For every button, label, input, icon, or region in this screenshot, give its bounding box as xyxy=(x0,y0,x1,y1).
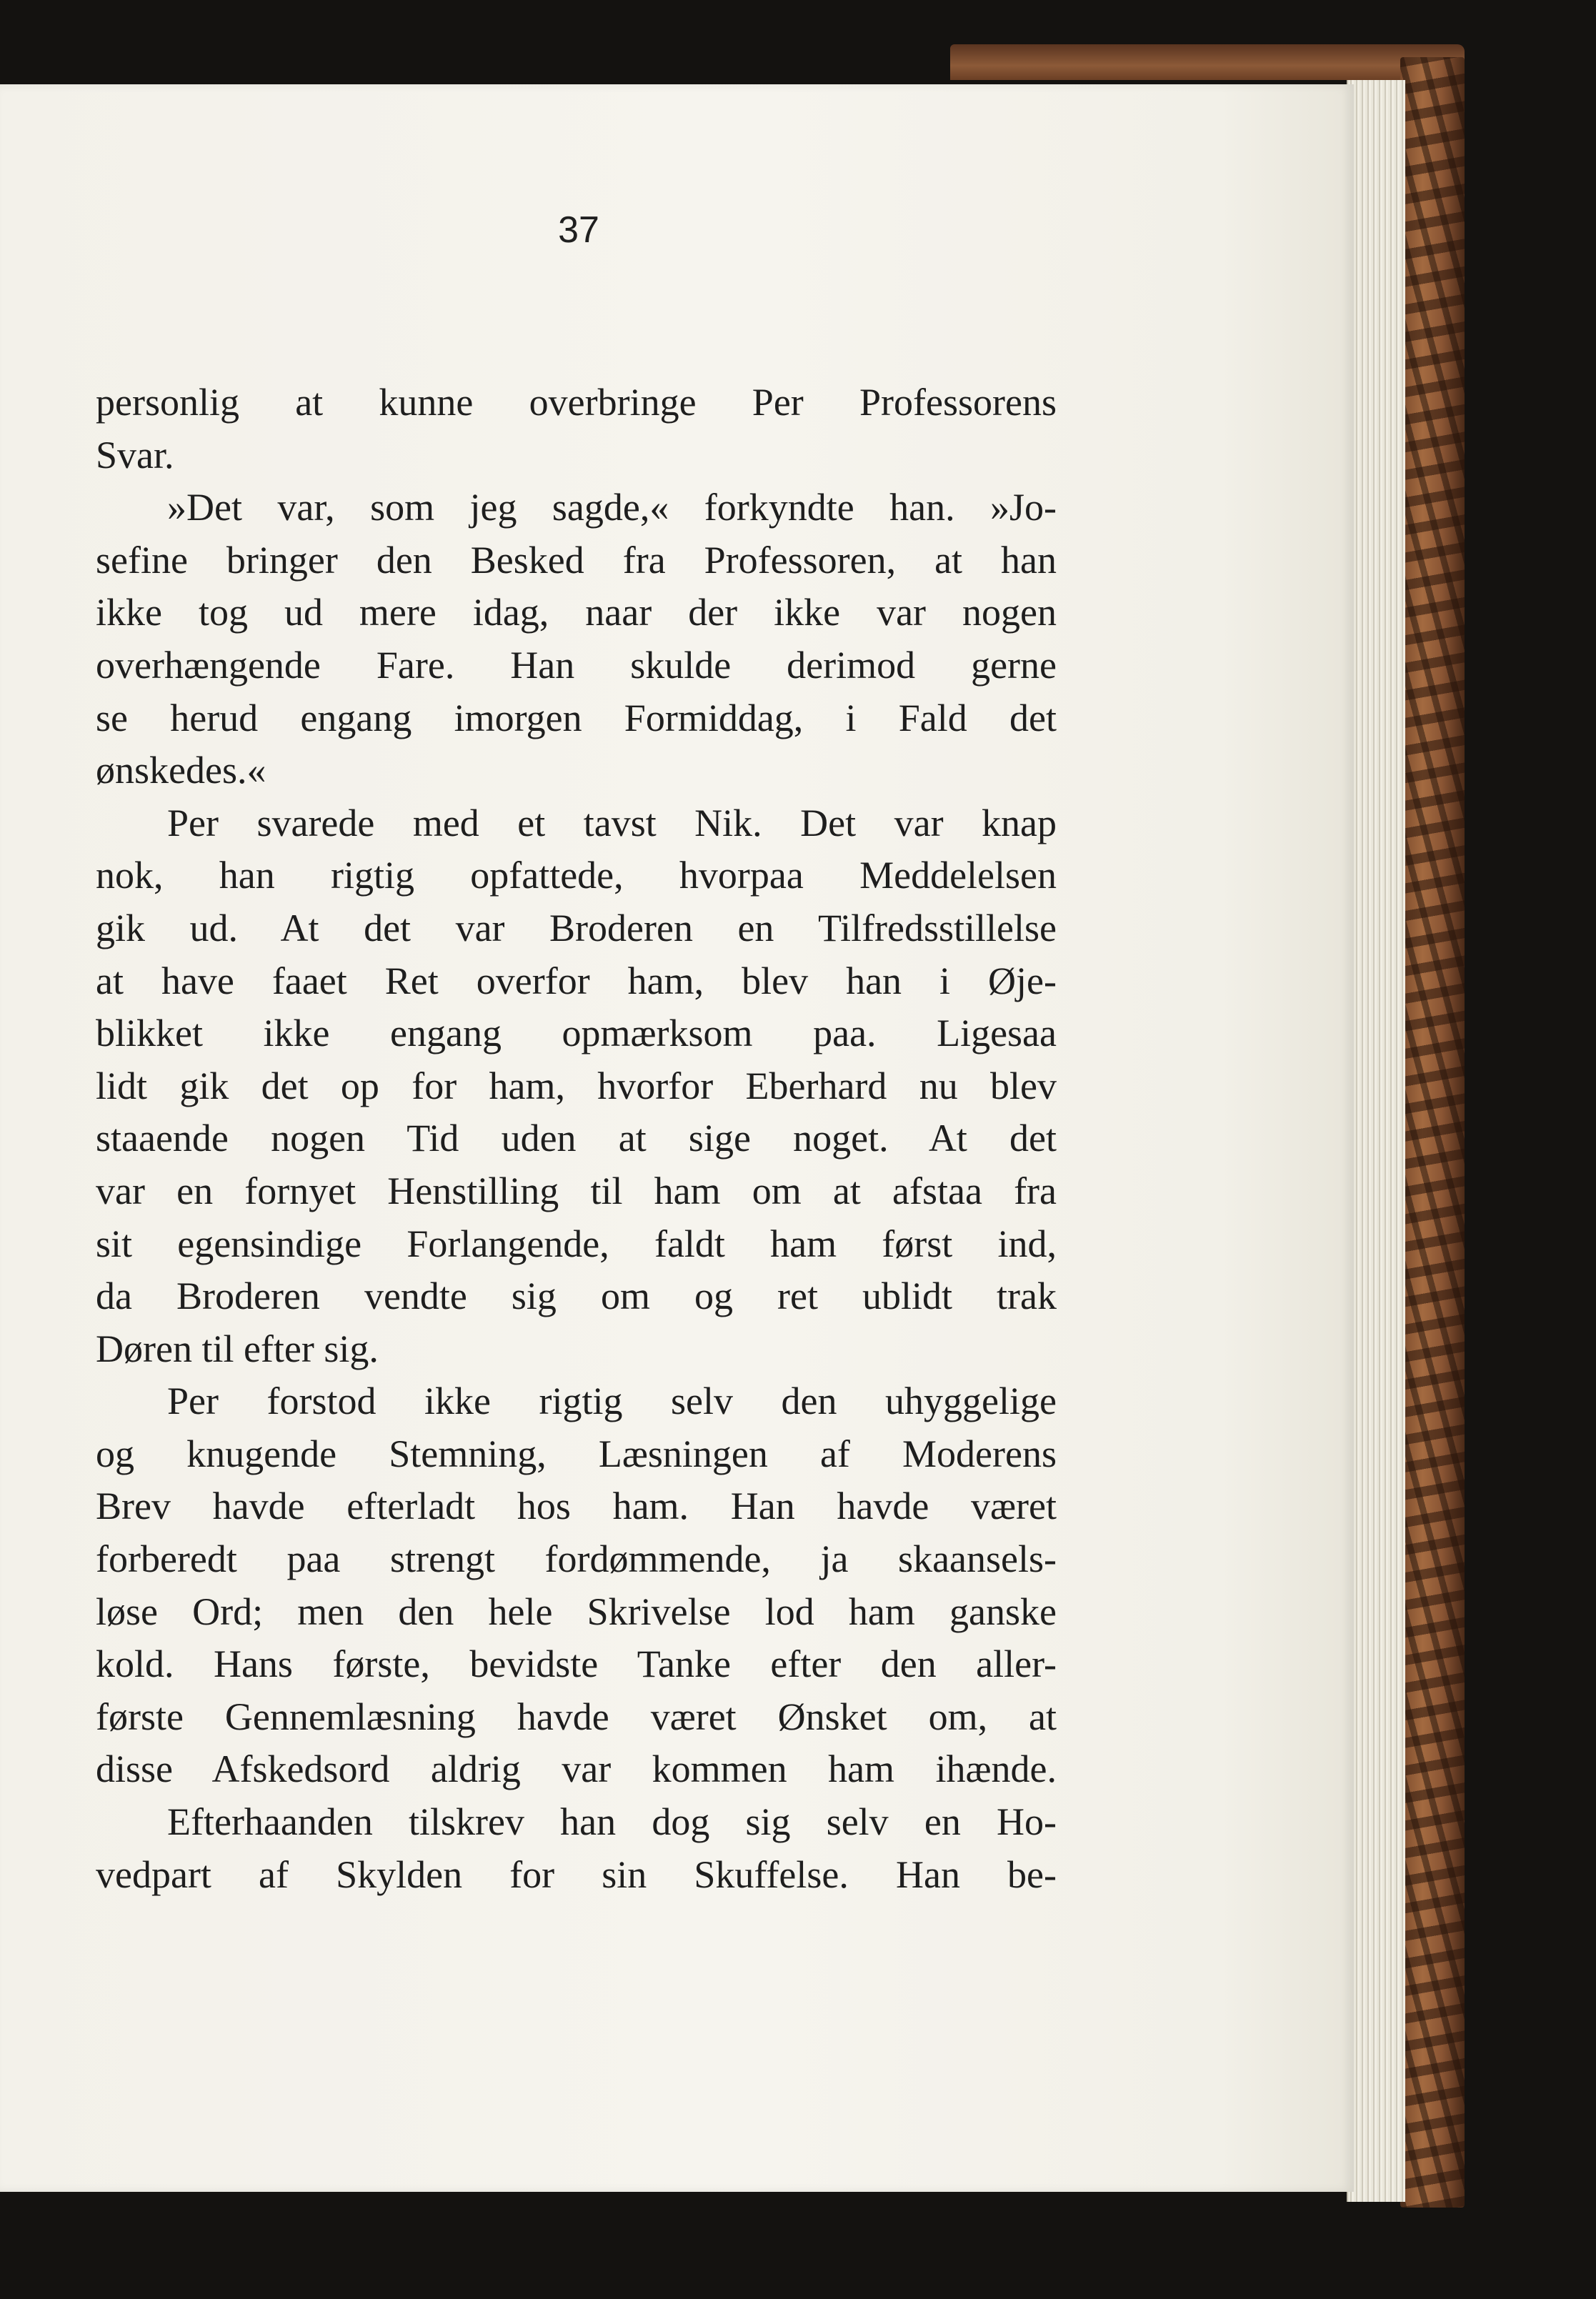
text-line: disse Afskedsord aldrig var kommen ham ihænde. xyxy=(96,1747,1057,1791)
text-line: Døren til efter sig. xyxy=(96,1327,379,1370)
text-line: nok, han rigtig opfattede, hvorpaa Meddelelsen xyxy=(96,854,1057,897)
text-line: »Det var, som jeg sagde,« forkyndte han. »Jo- xyxy=(167,486,1057,529)
text-line: løse Ord; men den hele Skrivelse lod ham ganske xyxy=(96,1590,1057,1633)
text-line: sefine bringer den Besked fra Professoren, at han xyxy=(96,538,1057,582)
text-line: personlig at kunne overbringe Per Professorens xyxy=(96,381,1057,424)
text-line: blikket ikke engang opmærksom paa. Ligesaa xyxy=(96,1012,1057,1055)
page-number: 37 xyxy=(558,209,599,251)
text-line: Per svarede med et tavst Nik. Det var knap xyxy=(167,801,1057,844)
text-line: sit egensindige Forlangende, faldt ham først ind, xyxy=(96,1222,1057,1265)
text-line: var en fornyet Henstilling til ham om at afstaa fra xyxy=(96,1169,1057,1212)
text-line: Efterhaanden tilskrev han dog sig selv en Ho- xyxy=(167,1800,1057,1844)
text-line: da Broderen vendte sig om og ret ublidt trak xyxy=(96,1275,1057,1318)
text-line: se herud engang imorgen Formiddag, i Fald det xyxy=(96,696,1057,739)
text-line: ønskedes.« xyxy=(96,749,266,792)
text-line: Per forstod ikke rigtig selv den uhyggelige xyxy=(167,1380,1057,1423)
text-line: vedpart af Skylden for sin Skuffelse. Han be- xyxy=(96,1852,1057,1896)
text-line: ikke tog ud mere idag, naar der ikke var nogen xyxy=(96,591,1057,634)
text-line: Brev havde efterladt hos ham. Han havde været xyxy=(96,1485,1057,1528)
text-line: Svar. xyxy=(96,433,174,477)
book-binding-spine xyxy=(1400,57,1465,2208)
page-edges xyxy=(1347,80,1405,2202)
text-line: kold. Hans første, bevidste Tanke efter den aller- xyxy=(96,1642,1057,1686)
text-line: og knugende Stemning, Læsningen af Moderens xyxy=(96,1432,1057,1475)
text-line: at have faaet Ret overfor ham, blev han i Øje- xyxy=(96,959,1057,1002)
text-line: overhængende Fare. Han skulde derimod gerne xyxy=(96,643,1057,687)
text-line: staaende nogen Tid uden at sige noget. At det xyxy=(96,1117,1057,1160)
text-line: lidt gik det op for ham, hvorfor Eberhard nu blev xyxy=(96,1064,1057,1107)
text-body xyxy=(96,376,1057,1901)
text-line: første Gennemlæsning havde været Ønsket om, at xyxy=(96,1695,1057,1738)
book-binding-top xyxy=(950,44,1465,80)
text-line: gik ud. At det var Broderen en Tilfredsstillelse xyxy=(96,906,1057,949)
text-line: forberedt paa strengt fordømmende, ja skaansels- xyxy=(96,1537,1057,1581)
